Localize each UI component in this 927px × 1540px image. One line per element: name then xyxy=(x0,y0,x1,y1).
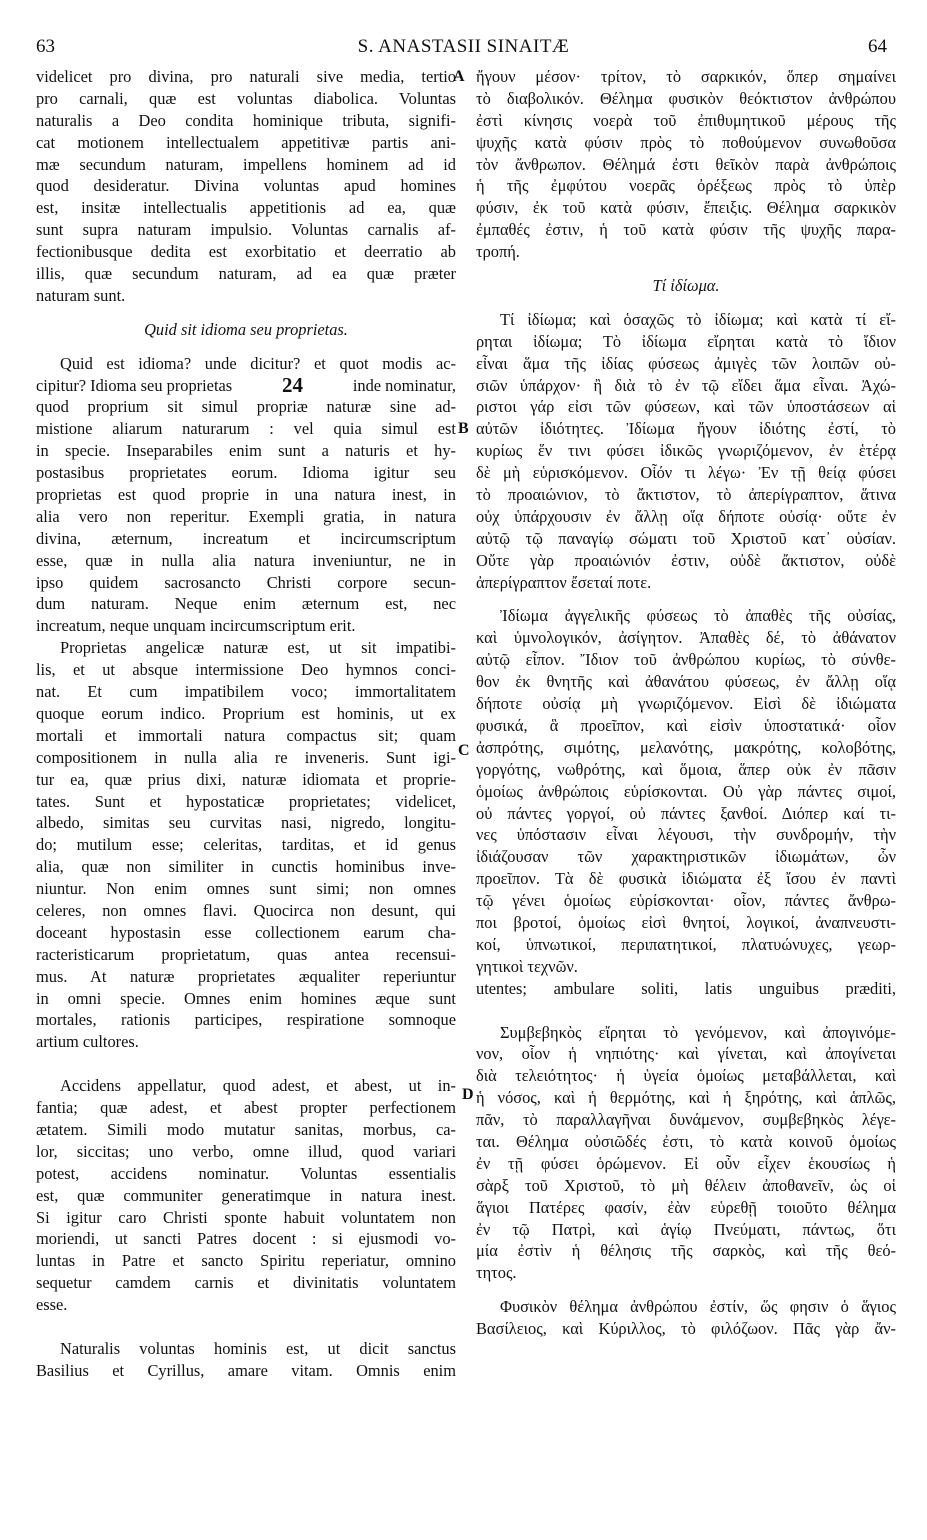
latin-line-text: inde nominatur, xyxy=(352,375,456,395)
running-title: S. ANASTASII SINAITÆ xyxy=(357,36,570,57)
greek-line: Φυσικὸν θέλημα ἀνθρώπου ἐστίν, ὥς φησιν ὁ ἅγιος xyxy=(500,1297,896,1317)
latin-line: Quid est idioma? unde dicitur? et quot modis ac- xyxy=(60,353,456,373)
greek-line: Οὔτε γὰρ προαιώνιόν ἐστιν, οὐδὲ ἄκτιστον, οὐδὲ xyxy=(476,550,896,570)
greek-line: ἀσπρότης, σιμότης, μελανότης, μακρότης, κολοβότης, xyxy=(476,737,896,757)
latin-line: esse, quæ in nulla alia natura inveniuntur, ne in xyxy=(36,550,456,570)
latin-line: lor, siccitas; uno verbo, omne illud, quod variari xyxy=(36,1141,456,1161)
greek-line: τητος. xyxy=(476,1263,517,1283)
greek-line: ποι βροτοί, ὁμοίως εἰσὶ θνητοί, λογικοί, ἀναπνευστι- xyxy=(476,912,896,932)
greek-line: φύσιν, ἐκ τοῦ κατὰ φύσιν, ἔπειξις. Θέλημα σαρκικὸν xyxy=(476,198,896,218)
greek-line: τῷ γένει ὁμοίως εὑρίσκονται· οἷον, πάντες ἄνθρω- xyxy=(476,891,896,911)
spacer xyxy=(476,1000,896,1022)
greek-line: νον, οἷον ἡ νηπιότης· καὶ γίνεται, καὶ ἀπογίνεται xyxy=(476,1044,896,1064)
latin-line: quod desideratur. Divina voluntas apud homines xyxy=(36,176,456,196)
greek-line: γοργότης, νωθρότης, καὶ ὅμοια, ἅπερ οὐκ ἐν πᾶσιν xyxy=(476,759,896,779)
greek-line: πᾶν, τὸ παραλλαγῆναι δυνάμενον, συμβεβηκὸς λέγε- xyxy=(476,1110,896,1130)
latin-line: increatum, neque unquam incircumscriptum erit. xyxy=(36,616,356,636)
latin-line: quoque eorum indico. Proprium est hominis, ut ex xyxy=(36,703,456,723)
greek-line: φυσικά, ἃ προεῖπον, καὶ εἰσὶν ὑποστατικά· οἷον xyxy=(476,715,896,735)
latin-line: celeres, non omnes flavi. Quocirca non desunt, qui xyxy=(36,900,456,920)
greek-line: ἅγιοι Πατέρες φασίν, ἐὰν εὑρεθῇ τοιοῦτο θέλημα xyxy=(476,1197,896,1217)
latin-line: moriendi, ut sancti Patres docent : si ejusmodi vo- xyxy=(36,1229,456,1249)
greek-line: ἰδιάζουσαν τῶν χαρακτηριστικῶν ἰδιωμάτων, ὧν xyxy=(476,847,896,867)
latin-line: artium cultores. xyxy=(36,1032,139,1052)
latin-line: mortali et immortali natura compactus sit; quam xyxy=(36,725,456,745)
latin-line: ipso quidem sacrosancto Christi corpore secun- xyxy=(36,572,456,592)
greek-line: θον ἐκ θνητῆς καὶ ἀθανάτου φύσεως, ἐν ἄλλῃ οἵᾳ xyxy=(476,672,896,692)
latin-line: postasibus proprietates eorum. Idioma igitur seu xyxy=(36,463,456,483)
margin-marker-c: C xyxy=(458,742,470,759)
spacer xyxy=(476,593,896,605)
greek-line: κυρίως ἕν τινι φύσει ἰδικῶς γνωριζόμενον, ἐν ἑτέρᾳ xyxy=(476,441,896,461)
greek-line: Τί ἰδίωμα; καὶ ὁσαχῶς τὸ ἰδίωμα; καὶ κατὰ τί εἴ- xyxy=(500,309,896,329)
greek-line: γητικοὶ τεχνῶν. xyxy=(476,956,578,976)
latin-line: potest, accidens nominatur. Voluntas essentialis xyxy=(36,1163,456,1183)
latin-line: Basilius et Cyrillus, amare vitam. Omnis enim xyxy=(36,1360,456,1380)
greek-line: ἐμπαθές ἐστιν, ἡ τοῦ κατὰ φύσιν τῆς ψυχῆς παρα- xyxy=(476,220,896,240)
greek-line: ἐστὶ κίνησις νοερὰ τοῦ ἐπιθυμητικοῦ μέρους τῆς xyxy=(476,110,896,130)
greek-line: ἤγουν μέσον· τρίτον, τὸ σαρκικόν, ὅπερ σημαίνει xyxy=(476,67,896,86)
greek-line: κοί, ὑπνωτικοί, περιπατητικοί, πλατυώνυχες, γεωρ- xyxy=(476,934,896,954)
latin-line: quod proprium sit simul propriæ naturæ sine ad- xyxy=(36,397,456,417)
latin-column xyxy=(36,66,456,1382)
margin-marker-d: D xyxy=(462,1086,474,1103)
greek-line: Ἰδίωμα ἀγγελικῆς φύσεως τὸ ἀπαθὲς τῆς οὐσίας, xyxy=(500,606,896,626)
greek-line: σὰρξ τοῦ Χριστοῦ, τὸ μὴ θέλειν ἀποθανεῖν, ὡς οἱ xyxy=(476,1175,896,1195)
latin-line: Naturalis voluntas hominis est, ut dicit sanctus xyxy=(60,1338,456,1358)
greek-line: Βασίλειος, καὶ Κύριλλος, τὸ φιλόζωον. Πᾶς γὰρ ἄν- xyxy=(476,1319,896,1339)
greek-line: αὐτῷ τῷ παναγίῳ σώματι τοῦ Χριστοῦ κατ᾽ οὐσίαν. xyxy=(476,528,896,548)
margin-marker-b: B xyxy=(458,420,469,437)
latin-line: illis, quæ secundum naturam, ad ea quæ præter xyxy=(36,264,456,284)
spacer xyxy=(36,341,456,353)
spacer xyxy=(476,263,896,275)
latin-line: in specie. Inseparabiles enim sunt a naturis et hy- xyxy=(36,441,456,461)
latin-line: tates. Sunt et hypostaticæ proprietates; videlicet, xyxy=(36,791,456,811)
greek-line: τροπή. xyxy=(476,242,520,262)
latin-line: mistione aliarum naturarum : vel quia simul est xyxy=(36,419,456,439)
latin-line: mortales, rationis participes, respiratione somnoque xyxy=(36,1010,456,1030)
latin-line-text: cipitur? Idioma seu proprietas xyxy=(36,375,233,395)
page-header xyxy=(0,36,927,66)
latin-line: videlicet pro divina, pro naturali sive media, tertio xyxy=(36,67,456,86)
greek-section-heading: Τί ἰδίωμα. xyxy=(652,276,720,296)
page-number-right: 64 xyxy=(868,36,887,57)
latin-line: alia vero non reperitur. Exempli gratia, in natura xyxy=(36,506,456,526)
greek-line: αὐτῷ εἶπον. Ἴδιον τοῦ ἀνθρώπου κυρίως, τὸ σύνθε- xyxy=(476,650,896,670)
greek-column xyxy=(476,66,896,1340)
latin-line: luntas in Patre et sancto Spiritu reperiatur, omnino xyxy=(36,1251,456,1271)
greek-line: τὸ διαβολικόν. Θέλημα φυσικὸν θεόκτιστον ἀνθρώπου xyxy=(476,88,896,108)
greek-line: τὸν ἄνθρωπον. Θέλημά ἐστι θεῖκὸν παρὰ ἀνθρώποις xyxy=(476,154,896,174)
spacer xyxy=(36,1316,456,1338)
latin-line: alia, quæ non similiter in cunctis hominibus inve- xyxy=(36,857,456,877)
greek-line: διὰ τελειότητος· ἡ ὑγεία ὁμοίως μεταβάλλεται, καὶ xyxy=(476,1066,896,1086)
latin-line: cat motionem intellectualem appetitivæ partis ani- xyxy=(36,132,456,152)
latin-line: dum naturam. Neque enim æternum est, nec xyxy=(36,594,456,614)
greek-line: ὁμοίως ἀνθρώποις εὑρίσκονται. Οὐ γὰρ πάντες σιμοί, xyxy=(476,781,896,801)
greek-line: οὐχ ὑπάρχουσιν ἐν ἄλλῃ οἵᾳ δήποτε οὐσίᾳ· οὔτε ἐν xyxy=(476,506,896,526)
latin-line: in omni specie. Omnes enim homines æque sunt xyxy=(36,988,456,1008)
latin-line: nat. Et cum impatibilem voco; immortalitatem xyxy=(36,682,456,702)
latin-line xyxy=(36,375,456,397)
greek-line: ἡ τῆς ἐμφύτου νοερᾶς ὀρέξεως πρὸς τὸ ὑπὲρ xyxy=(476,176,896,196)
greek-line: εἶναι ἅμα τῆς ἰδίας φύσεως ἀμιγὲς τῶν λοιπῶν οὐ- xyxy=(476,353,896,373)
spacer xyxy=(36,307,456,319)
latin-line: sunt supra naturam impulsio. Voluntas carnalis af- xyxy=(36,220,456,240)
latin-line: Si igitur caro Christi sponte habuit voluntatem non xyxy=(36,1207,456,1227)
spacer xyxy=(476,1284,896,1296)
latin-line: niuntur. Non enim omnes sunt simi; non omnes xyxy=(36,879,456,899)
greek-line: δήποτε οὐσίᾳ μὴ γνωριζόμενον. Εἰσὶ δὲ ἰδιώματα xyxy=(476,694,896,714)
latin-line: pro carnali, quæ est voluntas diabolica. Voluntas xyxy=(36,88,456,108)
latin-line: naturalis a Deo condita hominique tributa, signifi- xyxy=(36,110,456,130)
greek-line: οὐ πάντες γοργοί, οὐ πάντες ξανθοί. Διόπερ καί τι- xyxy=(476,803,896,823)
latin-line: Accidens appellatur, quod adest, et abest, ut in- xyxy=(60,1076,456,1096)
greek-line: μία ἐστὶν ἡ θέλησις τῆς σαρκὸς, καὶ τῆς θεό- xyxy=(476,1241,896,1261)
latin-line-continuation: utentes; ambulare soliti, latis unguibus præditi, xyxy=(476,978,896,998)
latin-line: compositionem in nulla alia re inveneris. Sunt igi- xyxy=(36,747,456,767)
margin-marker-a: A xyxy=(453,68,465,85)
latin-line: est, quæ communiter generatimque in natura inest. xyxy=(36,1185,456,1205)
greek-line: Συμβεβηκὸς εἴρηται τὸ γενόμενον, καὶ ἀπογινόμε- xyxy=(500,1022,896,1042)
latin-line: ætatem. Simili modo mutatur sanitas, morbus, ca- xyxy=(36,1119,456,1139)
greek-line: ψυχῆς κατὰ φύσιν πρὸς τὸ ποθούμενον συνωθοῦσα xyxy=(476,132,896,152)
latin-line: divina, æternum, increatum et incircumscriptum xyxy=(36,528,456,548)
greek-line: ται. Θέλημα οὐσιῶδές ἐστι, τὸ κατὰ κοινοῦ ὁμοίως xyxy=(476,1131,896,1151)
greek-line: προεῖπον. Τὰ δὲ φυσικὰ ἰδιώματα ἐξ ἴσου ἐν παντὶ xyxy=(476,869,896,889)
spacer xyxy=(36,1053,456,1075)
latin-line: mus. At naturæ proprietates æqualiter reperiuntur xyxy=(36,966,456,986)
latin-line: tur ea, quæ prius dixi, naturæ idiomata et proprie- xyxy=(36,769,456,789)
greek-line: ἐν τῷ Πατρὶ, καὶ ἁγίῳ Πνεύματι, πάντως, ὅτι xyxy=(476,1219,896,1239)
greek-line: ἀπερίγραπτον ἔσεταί ποτε. xyxy=(476,572,652,592)
greek-line: ἡ νόσος, καὶ ἡ θερμότης, καὶ ἡ ξηρότης, καὶ ἁπλῶς, xyxy=(476,1088,896,1108)
greek-line: σιῶν ὑπάρχον· ἢ διὰ τὸ ἐν τῷ εἴδει ἅμα εἶναι. Ἀχώ- xyxy=(476,375,896,395)
latin-line: naturam sunt. xyxy=(36,285,126,305)
latin-section-heading: Quid sit idioma seu proprietas. xyxy=(144,319,348,339)
greek-line: τὸ προαιώνιον, τὸ ἄκτιστον, τὸ ἀπερίγραπτον, ἅτινα xyxy=(476,485,896,505)
latin-line: doceant hypostasin esse collectionem earum cha- xyxy=(36,922,456,942)
greek-line: αὐτῶν ἰδιότητες. Ἰδίωμα ἤγουν ἰδιότης ἐστί, τὸ xyxy=(476,419,896,439)
page-number-left: 63 xyxy=(36,36,55,57)
greek-line: καὶ ὑμνολογικόν, ἀσίγητον. Ἀπαθὲς δέ, τὸ ἀθάνατον xyxy=(476,628,896,648)
spacer xyxy=(476,297,896,309)
greek-line: ρηται ἰδίωμα; Τὸ ἰδίωμα εἴρηται κατὰ τὸ ἴδιον xyxy=(476,331,896,351)
latin-line: fantia; quæ adest, et abest propter perfectionem xyxy=(36,1098,456,1118)
latin-line: racteristicarum proprietatum, quas antea recensui- xyxy=(36,944,456,964)
latin-line: lis, et ut absque intermissione Deo hymnos conci- xyxy=(36,660,456,680)
greek-line: ἐν τῇ φύσει ὁρώμενον. Εἰ οὖν εἶχεν ἑκουσίως ἡ xyxy=(476,1153,896,1173)
column-number: 24 xyxy=(282,374,304,397)
greek-line: ριστοι γάρ εἰσι τῶν φύσεων, καὶ τῶν ὑποστάσεων αἱ xyxy=(476,397,896,417)
latin-line: mæ secundum naturam, impellens hominem ad id xyxy=(36,154,456,174)
latin-line: esse. xyxy=(36,1295,68,1315)
latin-line: albedo, simitas seu curvitas nasi, nigredo, longitu- xyxy=(36,813,456,833)
latin-line: fectionibusque dedita est exorbitatio et deerratio ab xyxy=(36,242,456,262)
latin-line: est, insitæ intellectualis appetitionis ad ea, quæ xyxy=(36,198,456,218)
latin-line: proprietas est quod proprie in una natura inest, in xyxy=(36,485,456,505)
greek-line: νες ὑπόστασιν εἶναι λέγουσι, τὴν συνδρομήν, τὴν xyxy=(476,825,896,845)
latin-line: Proprietas angelicæ naturæ est, ut sit impatibi- xyxy=(60,638,456,658)
greek-line: δὲ μὴ εὑρισκόμενον. Οἷόν τι λέγω· Ἐν τῇ θείᾳ φύσει xyxy=(476,463,896,483)
latin-line: do; mutilum esse; celeritas, tarditas, et id genus xyxy=(36,835,456,855)
latin-line: sequetur camdem carnis et divinitatis voluntatem xyxy=(36,1273,456,1293)
